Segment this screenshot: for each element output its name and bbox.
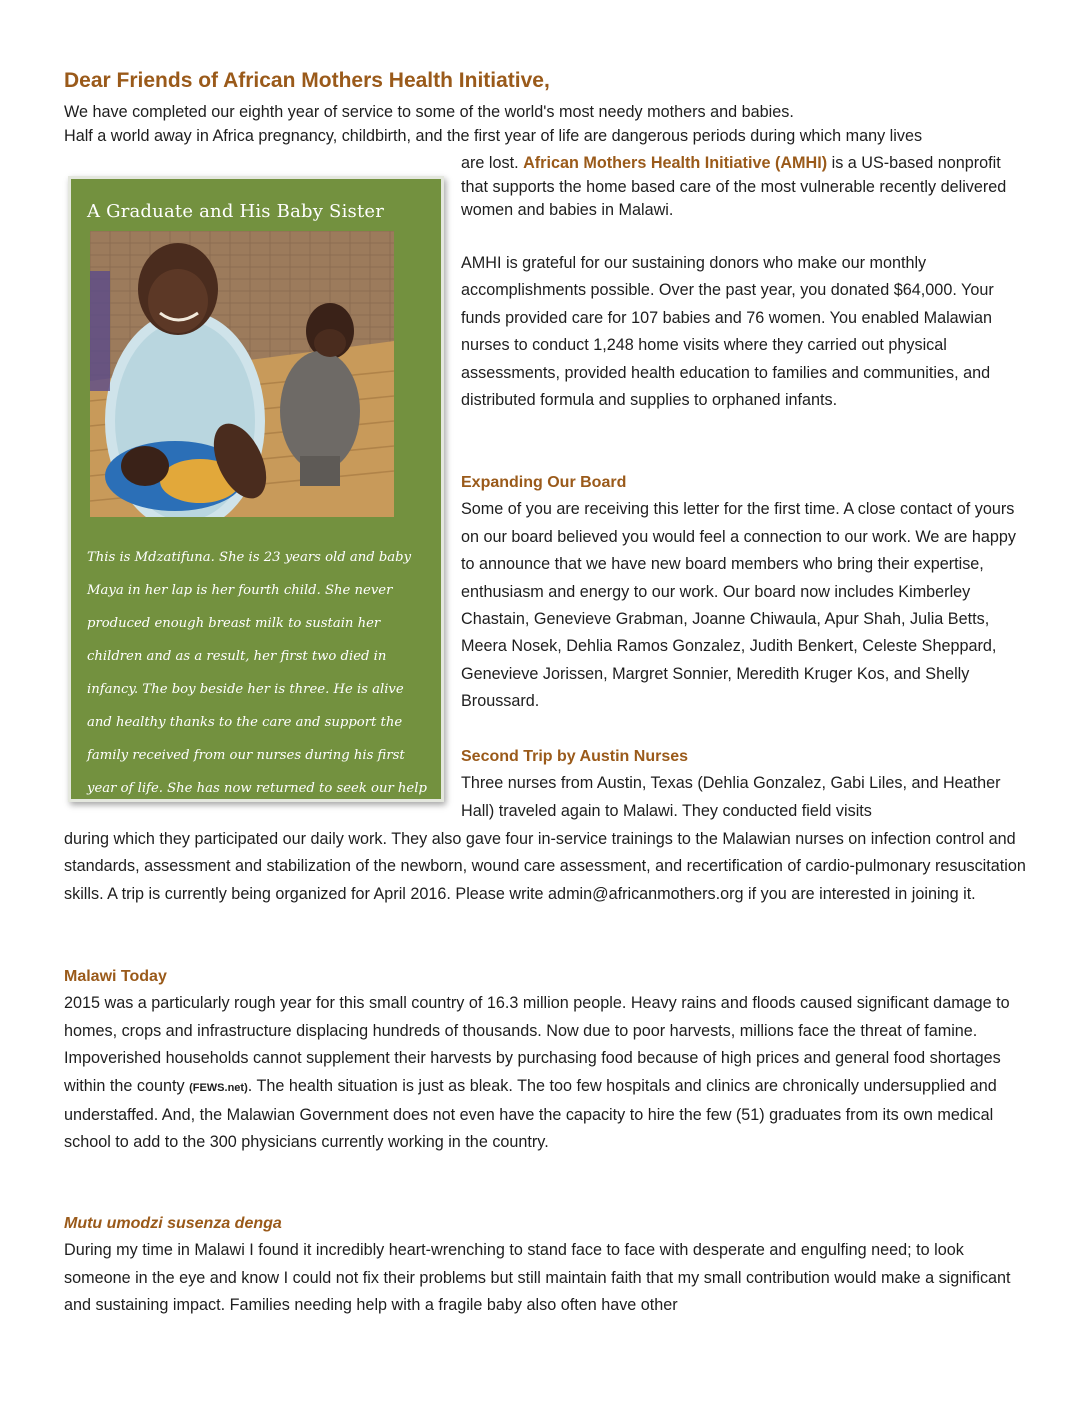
board-heading: Expanding Our Board [461,474,627,491]
amhi-intro [461,152,1026,223]
sidebar-title: A Graduate and His Baby Sister [87,201,385,222]
intro-line-2: Half a world away in Africa pregnancy, childbirth, and the first year of life are dangerous periods during which many lives [64,127,923,145]
donors-column [461,250,1026,414]
intro-line-1: We have completed our eighth year of service to some of the world's most needy mothers and babies. [64,103,794,121]
malawi-body [64,990,1028,1156]
letter-page [64,66,1028,148]
mutu-heading: Mutu umodzi susenza denga [64,1215,282,1232]
donors-paragraph: AMHI is grateful for our sustaining donors who make our monthly accomplishments possible. Over the past year, you donated $64,000. Your funds provided care for 107 babies and 76 women. You enabled Malawian nurses to conduct 1,248 home visits where they carried out physical assessments, provided health education to families and communities, and distributed formula and supplies to orphaned infants. [461,254,994,410]
intro-block [64,100,1028,148]
sidebar-caption: This is Mdzatifuna. She is 23 years old and baby Maya in her lap is her fourth child. She never produced enough breast milk to sustain her children and as a result, her first two died in infancy. The boy beside her is three. He is alive and healthy thanks to the care and support the family received from our nurses during his first year of life. She has now returned to seek our help with Maya. [87,550,427,829]
malawi-section [64,963,1028,1157]
board-body: Some of you are receiving this letter for the first time. A close contact of yours on our board believed you would feel a connection to our work. We are happy to announce that we have new board members who bring their expertise, enthusiasm and energy to our work. Our board now includes Kimberley Chastain, Genevieve Grabman, Joanne Chiwaula, Apur Shah, Julia Betts, Meera Nosek, Dehlia Ramos Gonzalez, Judith Benkert, Celeste Sheppard, Genevieve Jorissen, Margret Sonnier, Meredith Kruger Kos, and Shelly Broussard. [461,500,1016,711]
malawi-text-a: 2015 was a particularly rough year for this small country of 16.3 million people. Heavy rains and floods caused significant damage to homes, crops and infrastructure displacing hundreds of thousands. Now due to poor harvests, millions face the threat of famine. Impoverished households cannot supplement their harvests by purchasing food because of high prices and general food shortages within the county [64,994,1010,1095]
austin-section [461,743,1026,825]
photo-sidebar [68,176,444,829]
austin-column-text: Three nurses from Austin, Texas (Dehlia Gonzalez, Gabi Liles, and Heather Hall) traveled again to Malawi. They conducted field visits [461,774,1001,820]
intro-rest: is a US-based nonprofit that supports the home based care of the most vulnerable recently delivered women and babies in Malawi. [461,154,1007,220]
austin-continued [64,826,1028,908]
fews-source: (FEWS.net) [189,1081,248,1094]
mutu-section [64,1210,1028,1320]
intro-lead: are lost. [461,154,524,172]
intro-column [461,152,1026,223]
photo-illustration [90,231,394,517]
austin-full-text: during which they participated our daily work. They also gave four in-service trainings to the Malawian nurses on infection control and standards, assessment and stabilization of the newborn, wound care assessment, and recertification of cardio-pulmonary resuscitation skills. A trip is currently being organized for April 2016. Please write admin@africanmothers.org if you are interested in joining it. [64,830,1026,903]
amhi-brand-name: African Mothers Health Initiative (AMHI) [523,154,828,172]
austin-heading: Second Trip by Austin Nurses [461,748,689,765]
malawi-heading: Malawi Today [64,968,167,985]
mutu-body: During my time in Malawi I found it incredibly heart-wrenching to stand face to face with desperate and engulfing need; to look someone in the eye and know I could not fix their problems but still maintain faith that my small contribution would make a significant and sustaining impact. Families needing help with a fragile baby also often have other [64,1241,1011,1315]
malawi-text-b: . The health situation is just as bleak. The too few hospitals and clinics are chronically undersupplied and understaffed. And, the Malawian Government does not even have the capacity to hire the few (51) graduates from its own medical school to add to the 300 physicians currently working in the country. [64,1076,997,1152]
board-section [461,469,1026,716]
graduate-photo [90,231,394,517]
letter-heading: Dear Friends of African Mothers Health Initiative, [64,69,550,92]
